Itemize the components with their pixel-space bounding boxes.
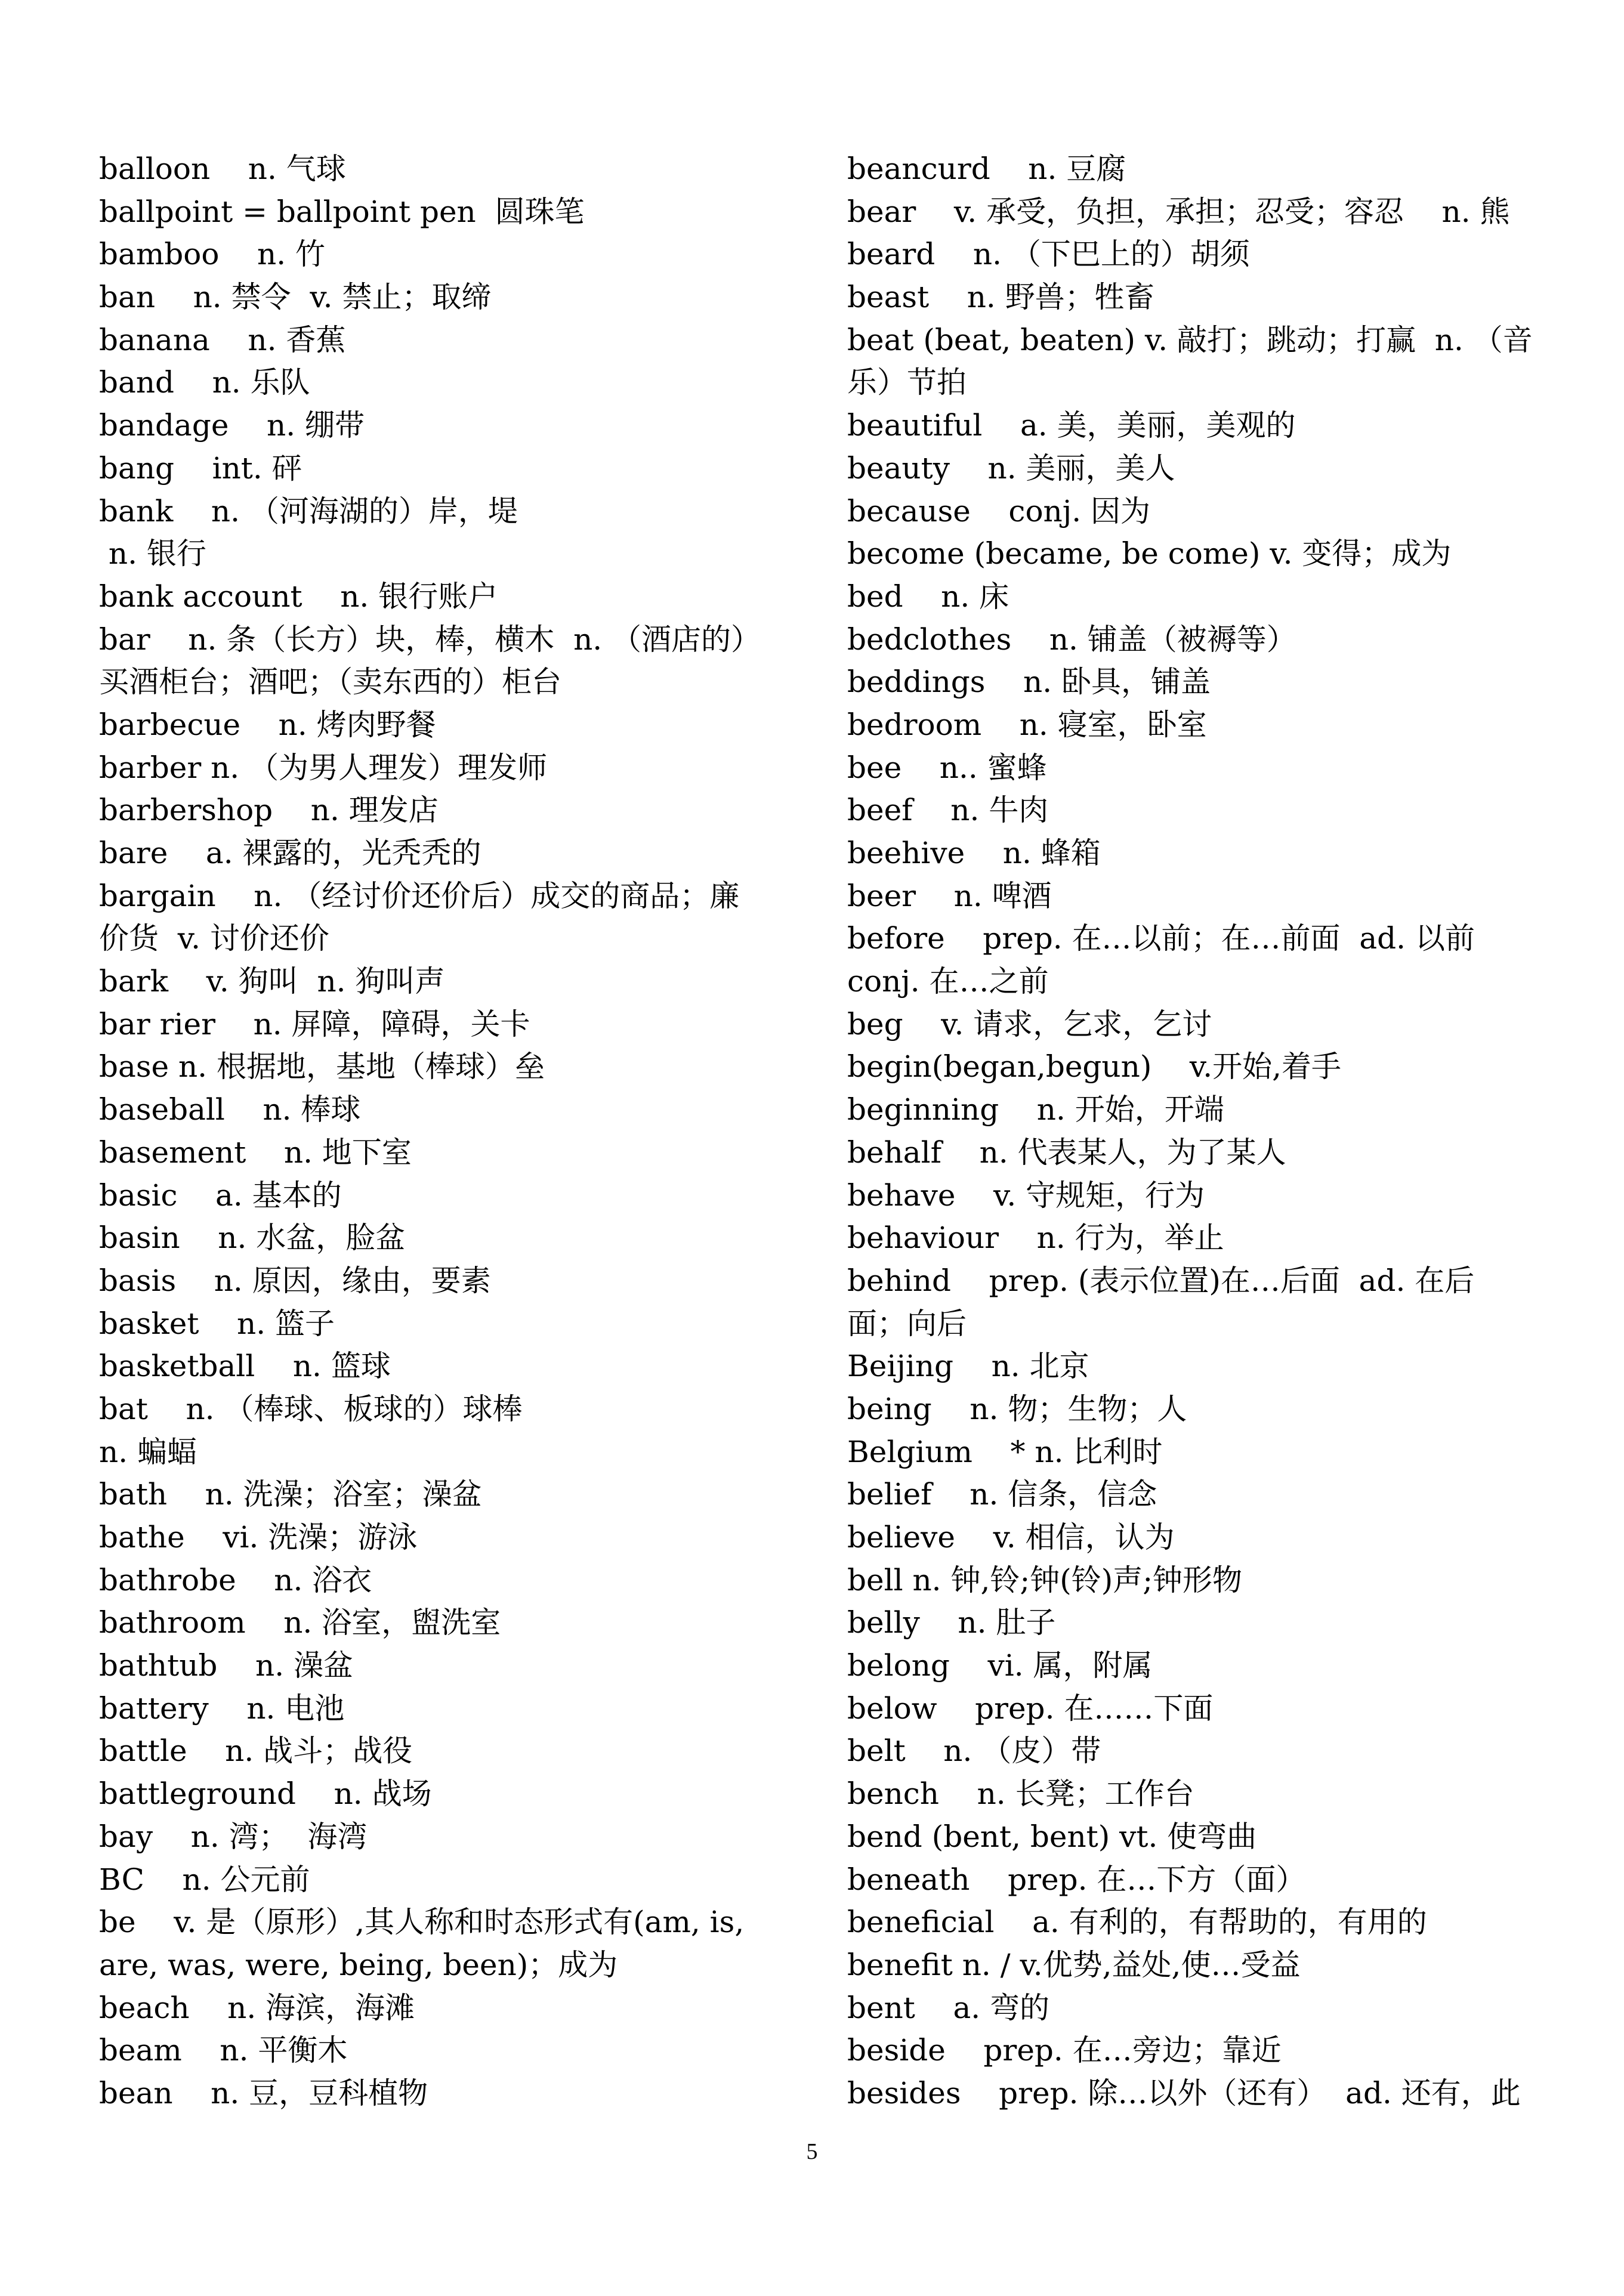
entry-line: BC n. 公元前 — [99, 1862, 310, 1897]
entry-line: beneficial a. 有利的，有帮助的，有用的 — [847, 1905, 1427, 1940]
entry-line: bargain n. （经讨价还价后）成交的商品；廉 — [99, 878, 740, 913]
entry-line: beancurd n. 豆腐 — [847, 152, 1126, 186]
entry-line: bandage n. 绷带 — [99, 408, 365, 443]
entry-line: n. 银行 — [99, 536, 206, 571]
entry-line: behind prep. (表示位置)在…后面 ad. 在后 — [847, 1263, 1475, 1298]
entry-line: behaviour n. 行为，举止 — [847, 1220, 1224, 1256]
entry-line: bamboo n. 竹 — [99, 237, 326, 272]
entry-line: barbecue n. 烤肉野餐 — [99, 707, 436, 742]
entry-line: belong vi. 属，附属 — [847, 1648, 1153, 1683]
entry-line: bent a. 弯的 — [847, 1990, 1050, 2025]
entry-line: believe v. 相信，认为 — [847, 1520, 1175, 1555]
entry-line: beneath prep. 在…下方（面） — [847, 1862, 1306, 1897]
entry-line: baseball n. 棒球 — [99, 1092, 361, 1127]
left-column — [99, 148, 845, 2115]
entry-line: Beijing n. 北京 — [847, 1349, 1089, 1384]
entry-line: 面；向后 — [847, 1306, 967, 1341]
entry-line: beard n. （下巴上的）胡须 — [847, 237, 1250, 272]
entry-line: beside prep. 在…旁边；靠近 — [847, 2033, 1282, 2068]
entry-line: belief n. 信条，信念 — [847, 1477, 1157, 1512]
entry-line: barber n. （为男人理发）理发师 — [99, 750, 548, 785]
entry-line: bathroom n. 浴室，盥洗室 — [99, 1605, 501, 1640]
entry-line: behalf n. 代表某人，为了某人 — [847, 1135, 1286, 1170]
entry-line: bee n.. 蜜蜂 — [847, 750, 1047, 785]
entry-line: bed n. 床 — [847, 579, 1009, 614]
entry-line: benefit n. / v.优势,益处,使…受益 — [847, 1947, 1301, 1982]
entry-line: beast n. 野兽；牲畜 — [847, 280, 1154, 315]
entry-line: basement n. 地下室 — [99, 1135, 412, 1170]
entry-line: beat (beat, beaten) v. 敲打；跳动；打赢 n. （音 — [847, 322, 1533, 357]
entry-line: battleground n. 战场 — [99, 1776, 432, 1812]
entry-line: conj. 在…之前 — [847, 964, 1049, 999]
entry-line: balloon n. 气球 — [99, 152, 346, 186]
entry-line: besides prep. 除…以外（还有） ad. 还有，此 — [847, 2075, 1521, 2110]
entry-line: bar n. 条（长方）块，棒，横木 n. （酒店的） — [99, 622, 761, 657]
entry-line: be v. 是（原形）,其人称和时态形式有(am, is, — [99, 1905, 745, 1940]
page-number: 5 — [806, 2139, 818, 2164]
entry-line: bathe vi. 洗澡；游泳 — [99, 1520, 418, 1555]
entry-line: below prep. 在……下面 — [847, 1691, 1214, 1726]
entry-line: belt n. （皮）带 — [847, 1733, 1101, 1769]
entry-line: bench n. 长凳；工作台 — [847, 1776, 1194, 1812]
entry-line: beef n. 牛肉 — [847, 793, 1049, 828]
entry-line: 价货 v. 讨价还价 — [99, 921, 329, 956]
entry-line: bar rier n. 屏障，障碍，关卡 — [99, 1006, 530, 1042]
entry-line: bathtub n. 澡盆 — [99, 1648, 353, 1683]
entry-line: bell n. 钟,铃;钟(铃)声;钟形物 — [847, 1562, 1243, 1597]
entry-line: beginning n. 开始，开端 — [847, 1092, 1224, 1127]
entry-line: bathrobe n. 浴衣 — [99, 1562, 372, 1597]
entry-line: bat n. （棒球、板球的）球棒 — [99, 1391, 523, 1426]
entry-line: because conj. 因为 — [847, 493, 1151, 529]
entry-line: beauty n. 美丽，美人 — [847, 450, 1175, 486]
entry-line: bank n. （河海湖的）岸，堤 — [99, 493, 518, 529]
entry-line: bath n. 洗澡；浴室；澡盆 — [99, 1477, 482, 1512]
entry-line: bear v. 承受，负担，承担；忍受；容忍 n. 熊 — [847, 194, 1510, 229]
entry-line: belly n. 肚子 — [847, 1605, 1056, 1640]
entry-line: beg v. 请求，乞求，乞讨 — [847, 1006, 1212, 1042]
entry-line: ballpoint = ballpoint pen 圆珠笔 — [99, 194, 585, 229]
entry-line: basketball n. 篮球 — [99, 1349, 391, 1384]
entry-line: bay n. 湾； 海湾 — [99, 1819, 368, 1854]
entry-line: banana n. 香蕉 — [99, 322, 346, 357]
entry-line: base n. 根据地，基地（棒球）垒 — [99, 1049, 545, 1084]
entry-line: bare a. 裸露的，光秃秃的 — [99, 836, 481, 870]
entry-line: bedclothes n. 铺盖（被褥等） — [847, 622, 1296, 657]
entry-line: 买酒柜台；酒吧；（卖东西的）柜台 — [99, 665, 561, 700]
entry-line: 乐）节拍 — [847, 365, 967, 400]
entry-line: ban n. 禁令 v. 禁止；取缔 — [99, 280, 492, 315]
entry-line: beer n. 啤酒 — [847, 878, 1052, 913]
entry-line: beautiful a. 美，美丽，美观的 — [847, 408, 1296, 443]
entry-line: bang int. 砰 — [99, 450, 302, 486]
entry-line: battle n. 战斗；战役 — [99, 1733, 413, 1769]
entry-line: beam n. 平衡木 — [99, 2033, 348, 2068]
entry-line: being n. 物；生物；人 — [847, 1391, 1187, 1426]
entry-line: bedroom n. 寝室，卧室 — [847, 707, 1207, 742]
entry-line: beddings n. 卧具，铺盖 — [847, 665, 1211, 700]
entry-line: basis n. 原因，缘由，要素 — [99, 1263, 491, 1298]
entry-line: begin(began,begun) v.开始,着手 — [847, 1049, 1342, 1084]
entry-line: basin n. 水盆，脸盆 — [99, 1220, 406, 1256]
entry-line: bank account n. 银行账户 — [99, 579, 498, 614]
entry-line: barbershop n. 理发店 — [99, 793, 439, 828]
entry-line: beehive n. 蜂箱 — [847, 836, 1101, 870]
entry-line: bean n. 豆，豆科植物 — [99, 2075, 428, 2110]
entry-line: behave v. 守规矩，行为 — [847, 1178, 1205, 1213]
entry-line: bark v. 狗叫 n. 狗叫声 — [99, 964, 445, 999]
entry-line: bend (bent, bent) vt. 使弯曲 — [847, 1819, 1257, 1854]
entry-line: are, was, were, being, been)；成为 — [99, 1947, 618, 1982]
entry-line: basket n. 篮子 — [99, 1306, 335, 1341]
entry-line: n. 蝙蝠 — [99, 1434, 197, 1469]
entry-line: basic a. 基本的 — [99, 1178, 342, 1213]
right-column — [847, 148, 1551, 2115]
entry-line: before prep. 在…以前；在…前面 ad. 以前 — [847, 921, 1475, 956]
entry-line: become (became, be come) v. 变得；成为 — [847, 536, 1452, 571]
entry-line: beach n. 海滨，海滩 — [99, 1990, 415, 2025]
entry-line: battery n. 电池 — [99, 1691, 345, 1726]
entry-line: Belgium * n. 比利时 — [847, 1434, 1163, 1469]
entry-line: band n. 乐队 — [99, 365, 310, 400]
